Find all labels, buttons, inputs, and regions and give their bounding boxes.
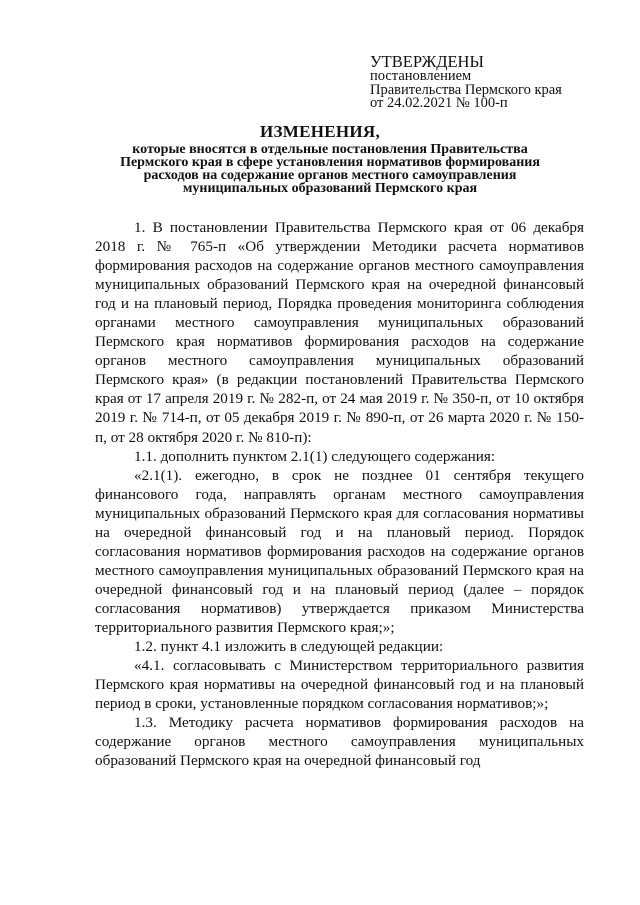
paragraph-1-3: 1.3. Методику расчета нормативов формирования расходов на содержание органов местного самоуправления муниципальных образований Пермского края на очередной финансовый год xyxy=(95,714,584,770)
paragraph-1: 1. В постановлении Правительства Пермского края от 06 декабря 2018 г. № 765-п «Об утверждении Методики расчета нормативов формирования расходов на содержание органов местного самоуправления муниципальных образований Пермского края на очередной финансовый год и на плановый период, Порядка проведения мониторинга соблюдения органами местного самоуправления муниципальных образований Пермского края нормативов формирования расходов на содержание органов местного самоуправления муниципальных образований Пермского края» (в редакции постановлений Правительства Пермского края от 17 апреля 2019 г. № 282-п, от 24 мая 2019 г. № 350-п, от 10 октября 2019 г. № 714-п, от 05 декабря 2019 г. № 890-п, от 26 марта 2020 г. № 150-п, от 28 октября 2020 г. № 810-п): xyxy=(95,219,584,446)
paragraph-1-1: 1.1. дополнить пунктом 2.1(1) следующего содержания: xyxy=(134,447,496,465)
approval-heading: УТВЕРЖДЕНЫ xyxy=(370,52,484,71)
approval-government: Правительства Пермского края xyxy=(370,81,562,98)
document-subtitle: которые вносятся в отдельные постановления Правительства Пермского края в сфере установления нормативов формирования расходов на содержание органов местного самоуправления муниципальных образований Пермского края xyxy=(120,142,540,196)
document-title: ИЗМЕНЕНИЯ, xyxy=(259,122,381,141)
document-body xyxy=(95,218,584,770)
paragraph-quote-2-1-1: «2.1(1). ежегодно, в срок не позднее 01 сентября текущего финансового года, направлять органам местного самоуправления муниципальных образований Пермского края для согласования нормативы на очередной финансовый год и на плановый период. Порядок согласования нормативов формирования расходов на содержание органов местного самоуправления муниципальных образований Пермского края на очередной финансовый год и на плановый период (далее – порядок согласования нормативов) утверждается приказом Министерства территориального развития Пермского края;»; xyxy=(95,466,584,636)
paragraph-quote-4-1: «4.1. согласовывать с Министерством территориального развития Пермского края нормативы на очередной финансовый год и на плановый период в сроки, установленные порядком согласования нормативов;»; xyxy=(95,657,584,713)
approval-resolution: постановлением xyxy=(370,68,472,84)
paragraph-1-2: 1.2. пункт 4.1 изложить в следующей редакции: xyxy=(134,638,444,656)
approval-block xyxy=(370,54,562,111)
approval-date-number: от 24.02.2021 № 100-п xyxy=(370,95,508,111)
